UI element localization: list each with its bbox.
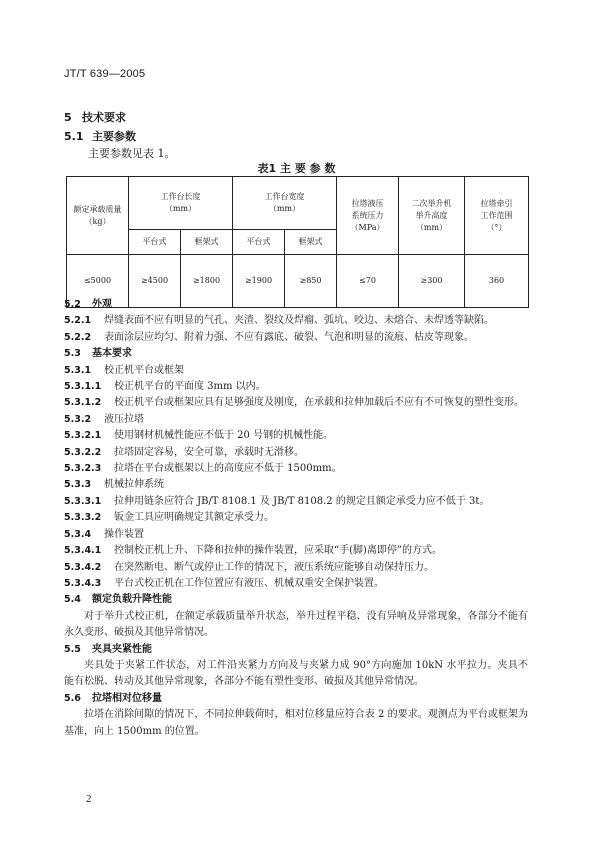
clause-text: 在突然断电、断气或停止工作的情况下，液压系统应能够自动保持压力。 — [114, 561, 434, 573]
clause-number: 5.6 — [64, 692, 81, 704]
clause-number: 5.3.1.2 — [64, 397, 102, 409]
clause-number: 5.3.2.3 — [64, 463, 102, 475]
clause-text: 液压拉塔 — [104, 413, 144, 425]
clause-number: 5.5 — [64, 643, 81, 655]
header-platform-width: 工作台宽度 （mm） — [233, 177, 337, 230]
clause-number: 5.3.3.2 — [64, 512, 102, 524]
table-caption: 表1 主 要 参 数 — [257, 162, 336, 175]
clause-text: 外观 — [92, 299, 112, 310]
clause-text: 操作装置 — [104, 528, 144, 540]
clause-line — [64, 412, 528, 428]
clause-text: 拉塔相对位移量 — [92, 692, 162, 704]
page-number: 2 — [86, 793, 92, 805]
clause-number: 5.3.4.2 — [64, 561, 102, 573]
clause-number: 5.3.3.1 — [64, 495, 102, 507]
clause-line — [64, 461, 528, 477]
clause-text: 平台式校正机在工作位置应有液压、机械双重安全保护装置。 — [114, 577, 384, 589]
clause-number: 5.3.4.1 — [64, 545, 102, 557]
clause-line — [64, 428, 528, 444]
intro-text: 主要参数见表 1。 — [88, 147, 176, 160]
table-header-row — [67, 177, 529, 230]
cell-length-platform: ≥4500 — [129, 255, 181, 308]
clause-number: 5.3.2.1 — [64, 430, 102, 442]
clause-text: 钣金工具应明确规定其额定承受力。 — [114, 512, 274, 524]
clause-line — [64, 592, 528, 608]
subheader-platform: 平台式 — [129, 230, 181, 255]
header-platform-length: 工作台长度 （mm） — [129, 177, 233, 230]
cell-length-frame: ≥1800 — [181, 255, 233, 308]
clause-text: 拉塔在平台或框架以上的高度应不低于 1500mm。 — [114, 463, 342, 475]
clause-line — [64, 363, 528, 379]
clause-line — [64, 477, 528, 493]
clause-number: 5.3.1.1 — [64, 381, 102, 393]
clause-number: 5.3.4.3 — [64, 577, 102, 589]
clause-text: 校正机平台的平面度 3mm 以内。 — [114, 381, 266, 393]
subheader-frame: 框架式 — [285, 230, 337, 255]
subheader-frame: 框架式 — [181, 230, 233, 255]
clause-text: 拉伸用链条应符合 JB/T 8108.1 及 JB/T 8108.2 的规定且额定承受力应不低于 3t。 — [114, 495, 490, 507]
clause-number: 5.3.2 — [64, 413, 92, 425]
cell-load: ≤5000 — [67, 255, 129, 308]
clause-line — [64, 576, 528, 592]
subheader-platform: 平台式 — [233, 230, 285, 255]
clause-line — [64, 395, 528, 411]
header-load: 额定承载质量 （kg） — [67, 177, 129, 255]
clause-number: 5.3 — [64, 348, 81, 360]
document-code: JT/T 639—2005 — [64, 68, 146, 80]
clause-line — [64, 330, 528, 346]
cell-pressure: ≤70 — [337, 255, 399, 308]
header-pressure: 拉塔液压 系统压力 （MPa） — [337, 177, 399, 255]
clause-text: 额定负载升降性能 — [92, 594, 172, 606]
clause-line — [64, 642, 528, 658]
clause-text: 机械拉伸系统 — [104, 479, 164, 491]
clause-text: 焊缝表面不应有明显的气孔、夹渣、裂纹及焊瘤、弧坑、咬边、未熔合、未焊透等缺陷。 — [104, 315, 494, 327]
header-traction-range: 拉塔牵引 工作范围 （°） — [465, 177, 529, 255]
clause-text: 夹具夹紧性能 — [92, 643, 152, 655]
clause-number: 5.4 — [64, 594, 81, 606]
paragraph: 对于举升式校正机，在额定承载质量举升状态，举升过程平稳、没有异响及异常现象，各部分不能有永久变形、破损及其他异常情况。 — [64, 610, 528, 639]
subsection-number: 5.1 — [64, 130, 84, 143]
clause-text: 使用钢材机械性能应不低于 20 号钢的机械性能。 — [114, 430, 334, 442]
clause-line — [64, 543, 528, 559]
clause-number: 5.2.1 — [64, 315, 92, 327]
clause-line — [64, 560, 528, 576]
clause-list — [64, 297, 528, 740]
clause-line — [64, 346, 528, 362]
clause-number: 5.2.2 — [64, 331, 92, 343]
clause-number: 5.3.3 — [64, 479, 92, 491]
clause-text: 校正机平台或框架应具有足够强度及刚度，在承载和拉伸加载后不应有不可恢复的塑性变形。 — [114, 397, 524, 409]
clause-text: 控制校正机上升、下降和拉伸的操作装置，应采取“手(脚)离即停”的方式。 — [114, 545, 443, 557]
clause-line — [64, 527, 528, 543]
clause-line — [64, 494, 528, 510]
clause-line — [64, 297, 528, 313]
cell-lift: ≥300 — [399, 255, 465, 308]
clause-number: 5.3.4 — [64, 528, 92, 540]
clause-line — [64, 445, 528, 461]
clause-number: 5.2 — [64, 299, 81, 310]
section-number: 5 — [64, 111, 72, 124]
cell-width-platform: ≥1900 — [233, 255, 285, 308]
paragraph: 夹具处于夹紧工件状态，对工件沿夹紧力方向及与夹紧力成 90°方向施加 10kN 水平拉力。夹具不能有松脱、转动及其他异常现象，各部分不能有塑性变形、破损及其他异常情况。 — [64, 659, 528, 688]
subsection-title: 主要参数 — [92, 130, 136, 143]
paragraph: 拉塔在消除间隙的情况下，不同拉伸载荷时，相对位移量应符合表 2 的要求。观测点为平台或框架为基准，向上 1500mm 的位置。 — [64, 709, 528, 737]
clause-text: 基本要求 — [92, 348, 132, 360]
clause-line — [64, 691, 528, 707]
clause-line — [64, 313, 528, 329]
clause-text: 校正机平台或框架 — [104, 364, 184, 376]
cell-range: 360 — [465, 255, 529, 308]
clause-text: 表面涂层应均匀、附着力强、不应有露底、破裂、气泡和明显的流痕、枯皮等现象。 — [104, 331, 474, 343]
clause-text: 拉塔固定容易，安全可靠，承载时无滑移。 — [114, 446, 304, 458]
section-title: 技术要求 — [82, 111, 126, 124]
clause-number: 5.3.1 — [64, 364, 92, 376]
section-heading — [64, 109, 126, 125]
header-lift-height: 二次举升机 举升高度 （mm） — [399, 177, 465, 255]
clause-number: 5.3.2.2 — [64, 446, 102, 458]
cell-width-frame: ≥850 — [285, 255, 337, 308]
subsection-heading — [64, 128, 136, 144]
parameter-table — [66, 176, 529, 308]
clause-line — [64, 510, 528, 526]
clause-line — [64, 379, 528, 395]
